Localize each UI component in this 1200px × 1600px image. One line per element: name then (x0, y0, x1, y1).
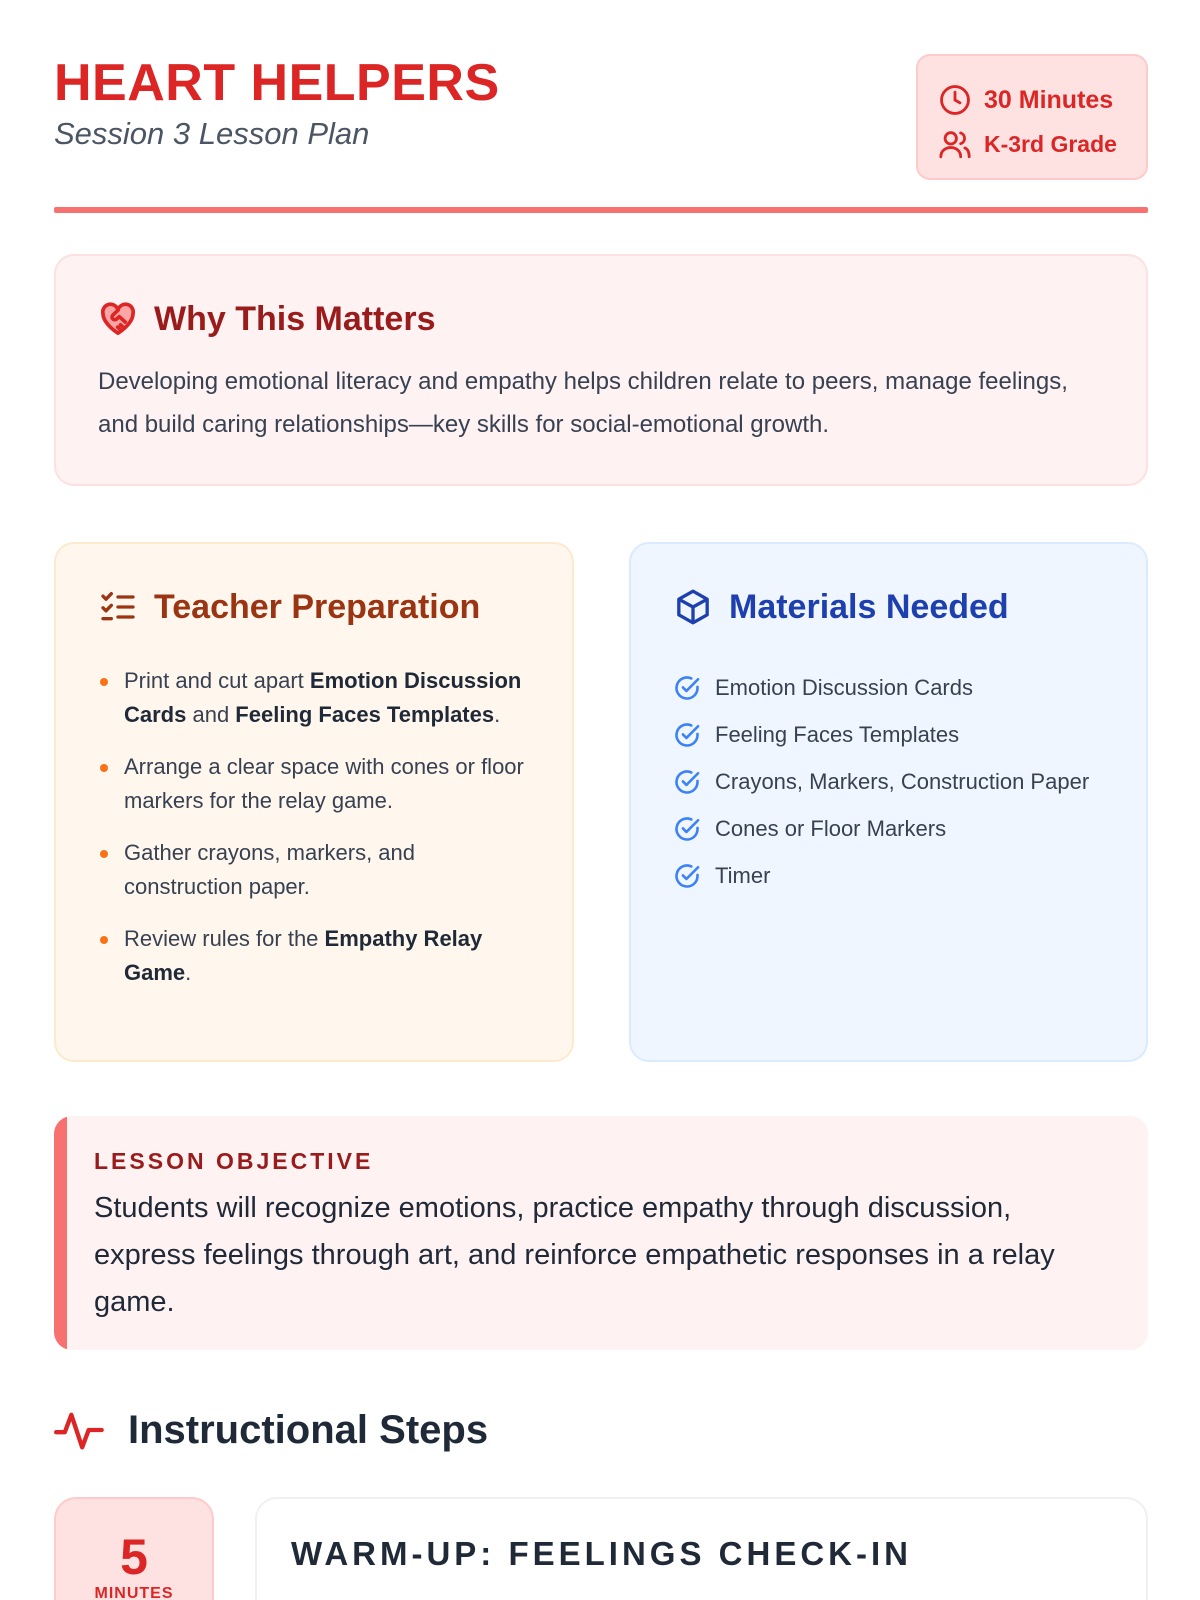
check-circle-icon (673, 674, 701, 702)
why-title-text: Why This Matters (154, 299, 436, 338)
users-icon (938, 127, 972, 161)
steps-title-text: Instructional Steps (128, 1407, 489, 1452)
prep-list (98, 664, 532, 990)
checklist-icon (98, 587, 138, 627)
material-item: Feeling Faces Templates (673, 711, 1116, 758)
materials-title-text: Materials Needed (729, 587, 1009, 626)
grade-text: K-3rd Grade (984, 130, 1117, 157)
prep-item: Review rules for the Empathy Relay Game. (98, 922, 532, 990)
prep-item: Print and cut apart Emotion Discussion Cards and Feeling Faces Templates. (98, 664, 532, 732)
check-circle-icon (673, 768, 701, 796)
materials-title (673, 586, 1116, 628)
header-divider (54, 207, 1148, 213)
grade-row (938, 122, 1146, 166)
activity-icon (54, 1404, 106, 1456)
heart-handshake-icon (98, 299, 138, 339)
prep-item: Gather crayons, markers, and construction paper. (98, 836, 532, 904)
why-text: Developing emotional literacy and empathy helps children relate to peers, manage feelings, and build caring relationships—key skills for social-emotional growth. (98, 368, 1068, 438)
step-name: WARM-UP: FEELINGS CHECK-IN (291, 1535, 912, 1572)
step-minutes-unit: MINUTES (94, 1585, 174, 1600)
material-item: Crayons, Markers, Construction Paper (673, 758, 1116, 805)
materials-list (673, 664, 1116, 899)
material-item: Emotion Discussion Cards (673, 664, 1116, 711)
why-title (98, 298, 1104, 340)
check-circle-icon (673, 815, 701, 843)
duration-row (938, 78, 1146, 122)
objective-accent-bar (54, 1116, 67, 1350)
page-header (54, 52, 1148, 182)
lesson-meta-badge (916, 54, 1148, 180)
check-circle-icon (673, 721, 701, 749)
prep-title-text: Teacher Preparation (154, 587, 481, 626)
box-icon (673, 587, 713, 627)
prep-item: Arrange a clear space with cones or floor markers for the relay game. (98, 750, 532, 818)
duration-text: 30 Minutes (984, 85, 1114, 114)
step-card (255, 1497, 1148, 1600)
why-this-matters-card (54, 254, 1148, 486)
instructional-steps-heading (54, 1402, 488, 1458)
material-item: Cones or Floor Markers (673, 805, 1116, 852)
step-minutes-badge (54, 1497, 214, 1600)
page-title: HEART HELPERS (54, 54, 500, 112)
teacher-preparation-card (54, 542, 574, 1062)
materials-needed-card (629, 542, 1148, 1062)
check-circle-icon (673, 862, 701, 890)
page-subtitle: Session 3 Lesson Plan (54, 116, 370, 151)
step-minutes-number: 5 (120, 1529, 148, 1585)
clock-icon (938, 83, 972, 117)
objective-label: LESSON OBJECTIVE (94, 1148, 374, 1174)
lesson-objective-callout (54, 1116, 1148, 1350)
objective-text: Students will recognize emotions, practice empathy through discussion, express feelings through art, and reinforce empathetic responses in a relay game. (94, 1192, 1055, 1318)
prep-title (98, 586, 532, 628)
material-item: Timer (673, 852, 1116, 899)
